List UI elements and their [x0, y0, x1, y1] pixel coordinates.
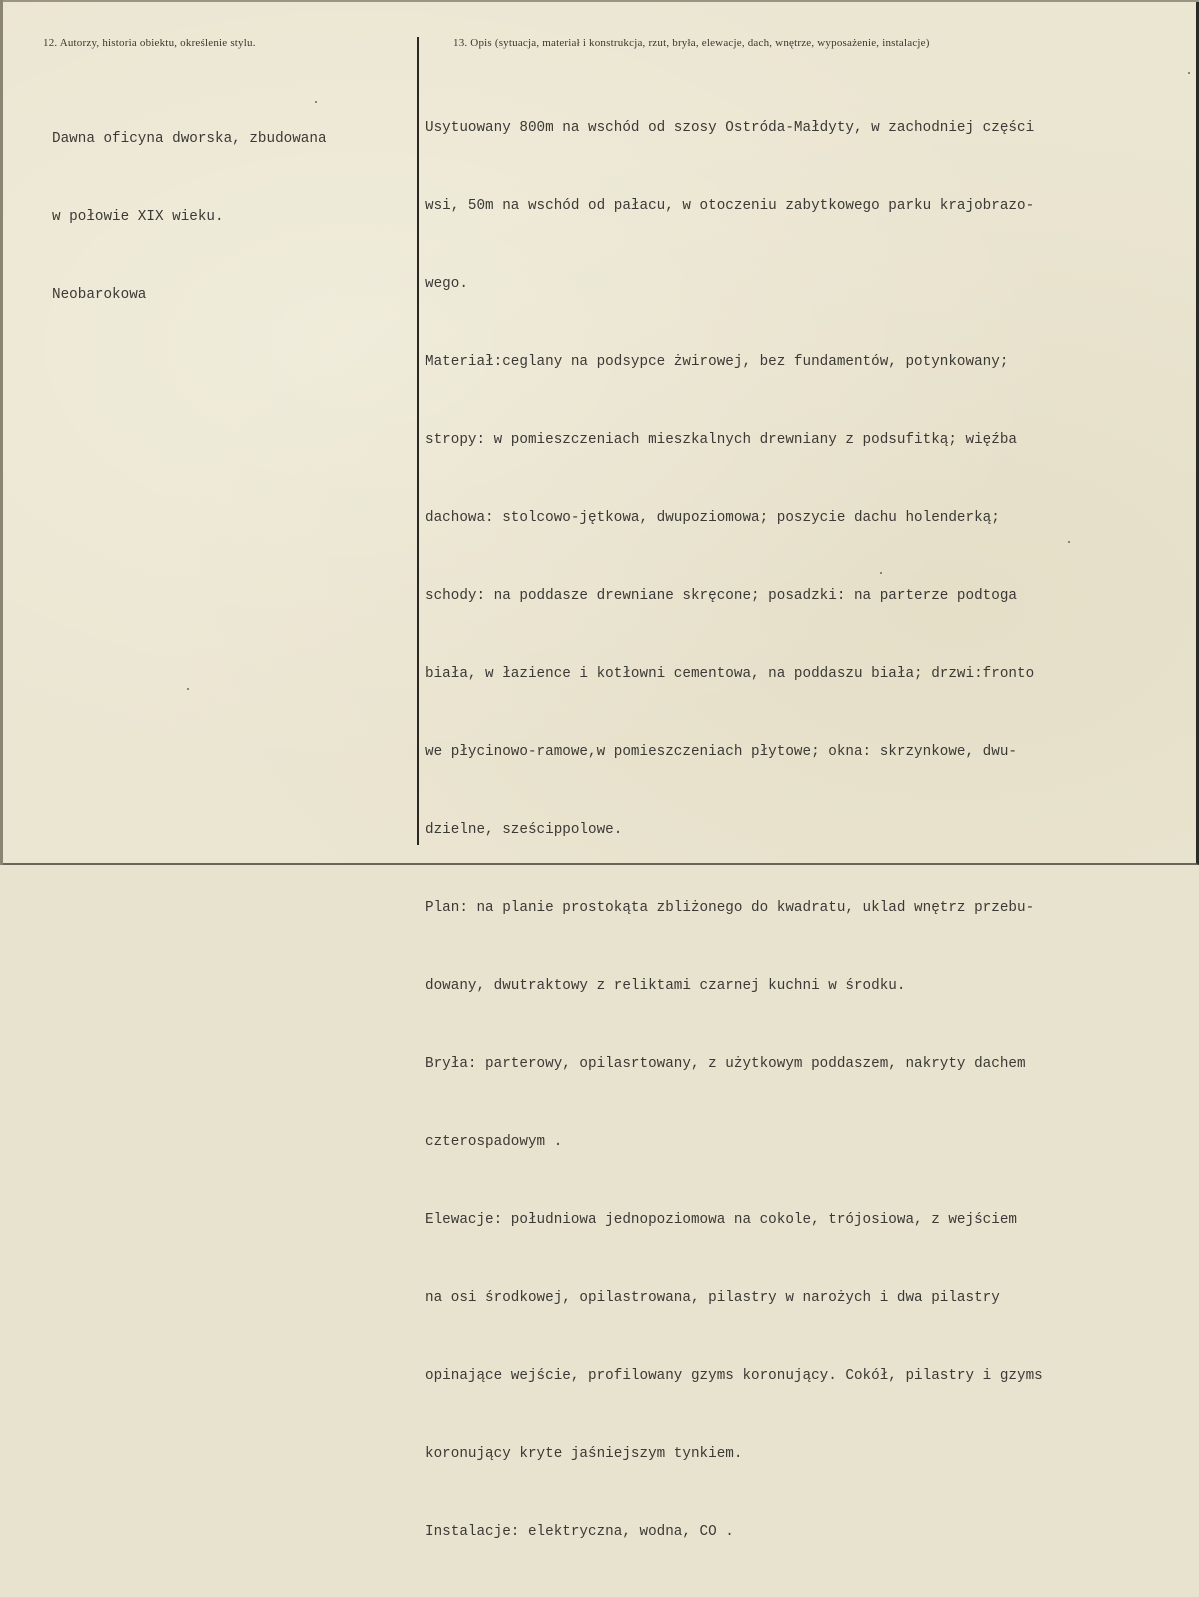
text-line: dachowa: stolcowo-jętkowa, dwupoziomowa; poszycie dachu holenderką; [425, 510, 1000, 526]
paper-speck [1068, 541, 1070, 543]
text-line: Instalacje: elektryczna, wodna, CO . [425, 1524, 734, 1540]
text-line: opinające wejście, profilowany gzyms koronujący. Cokół, pilastry i gzyms [425, 1368, 1043, 1384]
text-line: biała, w łazience i kotłowni cementowa, na poddaszu biała; drzwi:fronto [425, 666, 1035, 682]
card-left-edge [0, 0, 3, 865]
text-line: na osi środkowej, opilastrowana, pilastry w narożych i dwa pilastry [425, 1290, 1000, 1306]
text-line: we płycinowo-ramowe,w pomieszczeniach płytowe; okna: skrzynkowe, dwu- [425, 744, 1017, 760]
text-line: stropy: w pomieszczeniach mieszkalnych drewniany z podsufitką; więźba [425, 432, 1017, 448]
paper-speck [187, 688, 189, 690]
section-12-text [52, 74, 327, 360]
section-13-text [425, 63, 1043, 1597]
paper-speck [880, 572, 882, 574]
text-line: dzielne, sześcippolowe. [425, 822, 623, 838]
text-line: Plan: na planie prostokąta zbliżonego do kwadratu, uklad wnętrz przebu- [425, 900, 1035, 916]
column-divider [417, 37, 419, 845]
card-top-edge [0, 0, 1199, 2]
text-line: Usytuowany 800m na wschód od szosy Ostróda-Małdyty, w zachodniej części [425, 120, 1035, 136]
text-line: Materiał:ceglany na podsypce żwirowej, bez fundamentów, potynkowany; [425, 354, 1009, 370]
text-line: wego. [425, 276, 468, 292]
text-line: Dawna oficyna dworska, zbudowana [52, 131, 327, 147]
paper-speck [315, 101, 317, 103]
section-13-header: 13. Opis (sytuacja, materiał i konstrukcja, rzut, bryła, elewacje, dach, wnętrze, wyposażenie, instalacje) [453, 37, 930, 49]
text-line: w połowie XIX wieku. [52, 209, 224, 225]
text-line: dowany, dwutraktowy z reliktami czarnej kuchni w środku. [425, 978, 906, 994]
text-line: Neobarokowa [52, 287, 147, 303]
text-line: koronujący kryte jaśniejszym tynkiem. [425, 1446, 743, 1462]
text-line: schody: na poddasze drewniane skręcone; posadzki: na parterze podtoga [425, 588, 1017, 604]
paper-speck [1188, 72, 1190, 74]
text-line: czterospadowym . [425, 1134, 563, 1150]
text-line: Bryła: parterowy, opilasrtowany, z użytkowym poddaszem, nakryty dachem [425, 1056, 1026, 1072]
section-12-header: 12. Autorzy, historia obiektu, określenie stylu. [43, 37, 256, 49]
text-line: wsi, 50m na wschód od pałacu, w otoczeniu zabytkowego parku krajobrazo- [425, 198, 1035, 214]
text-line: Elewacje: południowa jednopoziomowa na cokole, trójosiowa, z wejściem [425, 1212, 1017, 1228]
